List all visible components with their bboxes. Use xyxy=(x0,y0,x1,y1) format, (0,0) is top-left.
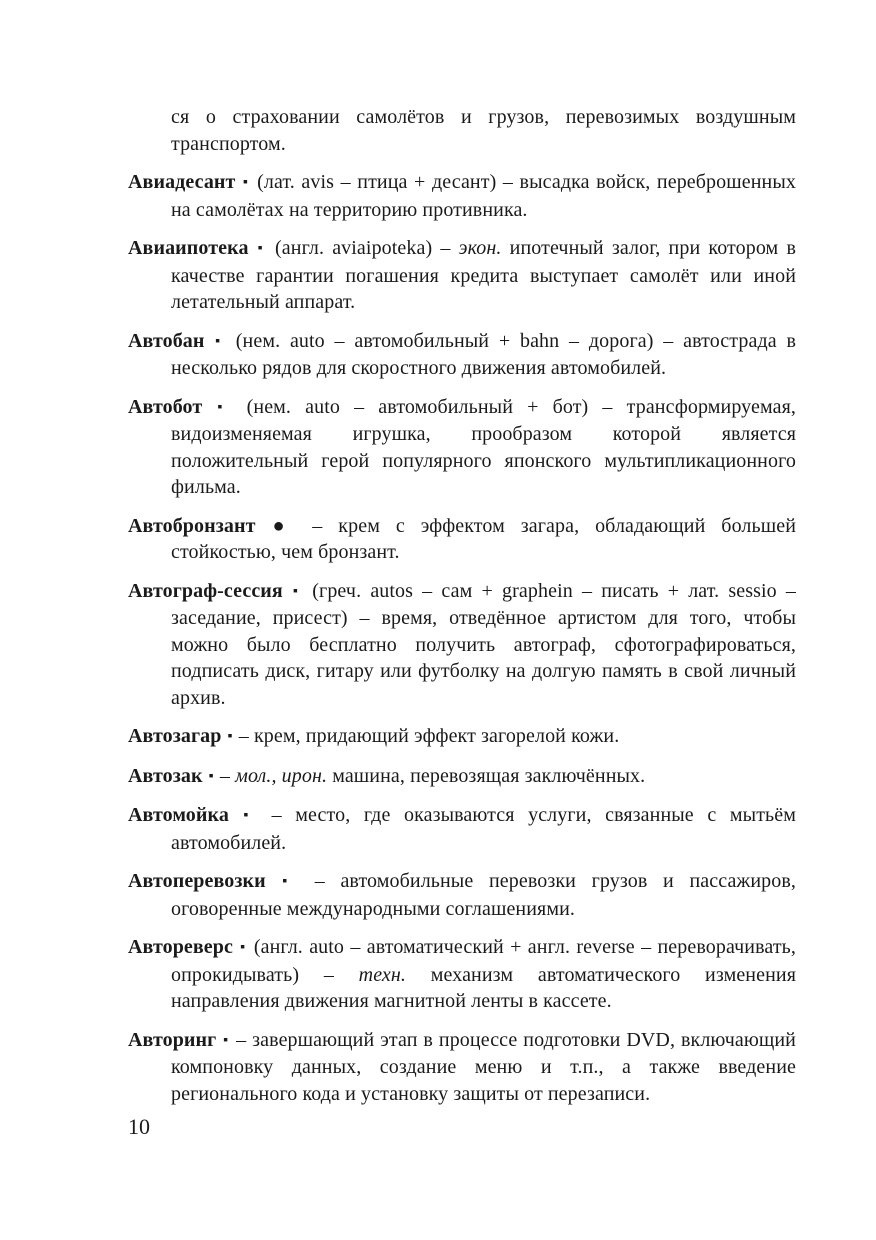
square-marker-icon: ▪ xyxy=(227,729,233,744)
entries-list xyxy=(128,169,796,1107)
dictionary-entry xyxy=(128,235,796,316)
entry-definition: машина, перевозящая заключённых. xyxy=(327,764,646,787)
square-marker-icon: ▪ xyxy=(257,241,266,256)
entry-definition: (нем. auto – автомобильный + bahn – дорога) – автострада в несколько рядов для скоростного движения автомобилей. xyxy=(171,329,796,379)
dictionary-entry xyxy=(128,328,796,382)
entry-label: экон. xyxy=(458,237,502,259)
entry-headword: Автобот xyxy=(128,395,203,418)
entry-definition: механизм автоматического изменения направления движения магнитной ленты в кассете. xyxy=(171,963,796,1012)
entry-headword: Автоперевозки xyxy=(128,870,266,892)
square-marker-icon: ▪ xyxy=(243,808,258,823)
dictionary-entry xyxy=(128,169,796,223)
entry-definition: (англ. auto – автоматический + англ. reverse – переворачивать, опрокидывать) – xyxy=(171,936,796,986)
entry-headword: Автобан xyxy=(128,329,205,352)
continuation-paragraph: ся о страховании самолётов и грузов, перевозимых воздушным транспортом. xyxy=(171,106,796,155)
dictionary-entry xyxy=(128,763,796,791)
square-marker-icon: ▪ xyxy=(293,583,303,599)
entry-headword: Автомойка xyxy=(128,804,229,826)
entry-label: мол., ирон. xyxy=(235,764,328,787)
dictionary-entry xyxy=(128,578,796,712)
square-marker-icon: ▪ xyxy=(208,768,214,784)
entry-headword: Авиадесант xyxy=(128,171,236,193)
entry-definition: – автомобильные перевозки грузов и пассажиров, оговоренные международными соглашениями. xyxy=(171,870,796,920)
dictionary-entry xyxy=(128,1027,796,1108)
entry-definition: (лат. avis – птица + десант) – высадка войск, переброшенных на самолётах на территорию противника. xyxy=(171,171,796,221)
dictionary-entry xyxy=(128,723,796,751)
entry-definition: – место, где оказываются услуги, связанные с мытьём автомобилей. xyxy=(171,804,796,854)
entry-headword: Автобронзант xyxy=(128,514,256,537)
entry-definition: (нем. auto – автомобильный + бот) – трансформируемая, видоизменяемая игрушка, прообразом которой является положительный герой популярного японского мультипликационного фильма. xyxy=(171,395,796,498)
entry-headword: Автограф-сессия xyxy=(128,579,283,602)
entry-definition: ипотечный залог, при котором в качестве гарантии погашения кредита выступает самолёт или иной летательный аппарат. xyxy=(171,237,796,313)
square-marker-icon: ▪ xyxy=(282,874,299,889)
entry-definition: – xyxy=(214,764,236,787)
entry-definition: – крем, придающий эффект загорелой кожи. xyxy=(233,725,620,747)
entry-headword: Автозагар xyxy=(128,725,222,747)
entry-headword: Авиаипотека xyxy=(128,237,249,259)
entry-headword: Автозак xyxy=(128,764,203,787)
square-marker-icon: ▪ xyxy=(215,333,226,349)
square-marker-icon: ▪ xyxy=(223,1032,230,1048)
page-number: 10 xyxy=(128,1114,150,1139)
square-marker-icon: ▪ xyxy=(240,940,247,955)
entry-definition: (англ. aviaipoteka) – xyxy=(266,237,459,259)
dictionary-text xyxy=(128,104,796,1119)
dictionary-entry xyxy=(128,394,796,501)
dictionary-entry xyxy=(128,513,796,566)
entry-label: техн. xyxy=(358,963,407,986)
square-marker-icon: ▪ xyxy=(243,175,250,190)
dictionary-entry xyxy=(128,934,796,1015)
square-marker-icon: ▪ xyxy=(217,399,232,415)
entry-headword: Автореверс xyxy=(128,936,233,958)
dictionary-entry xyxy=(128,868,796,922)
entry-definition: – крем с эффектом загара, обладающий большей стойкостью, чем бронзант. xyxy=(171,514,796,563)
entry-definition: – завершающий этап в процессе подготовки DVD, включающий компоновку данных, создание меню и т.п., а также введение регионального кода и установку защиты от перезаписи. xyxy=(171,1028,796,1105)
circle-marker-icon: ● xyxy=(272,514,296,537)
entry-definition: (греч. autos – сам + graphein – писать + лат. sessio – заседание, присест) – время, отведённое артистом для того, чтобы можно было бесплатно получить автограф, сфотографироваться, подписать диск, гитару или футболку на долгую память в свой личный архив. xyxy=(171,579,796,709)
dictionary-entry xyxy=(128,802,796,856)
entry-headword: Авторинг xyxy=(128,1028,217,1051)
